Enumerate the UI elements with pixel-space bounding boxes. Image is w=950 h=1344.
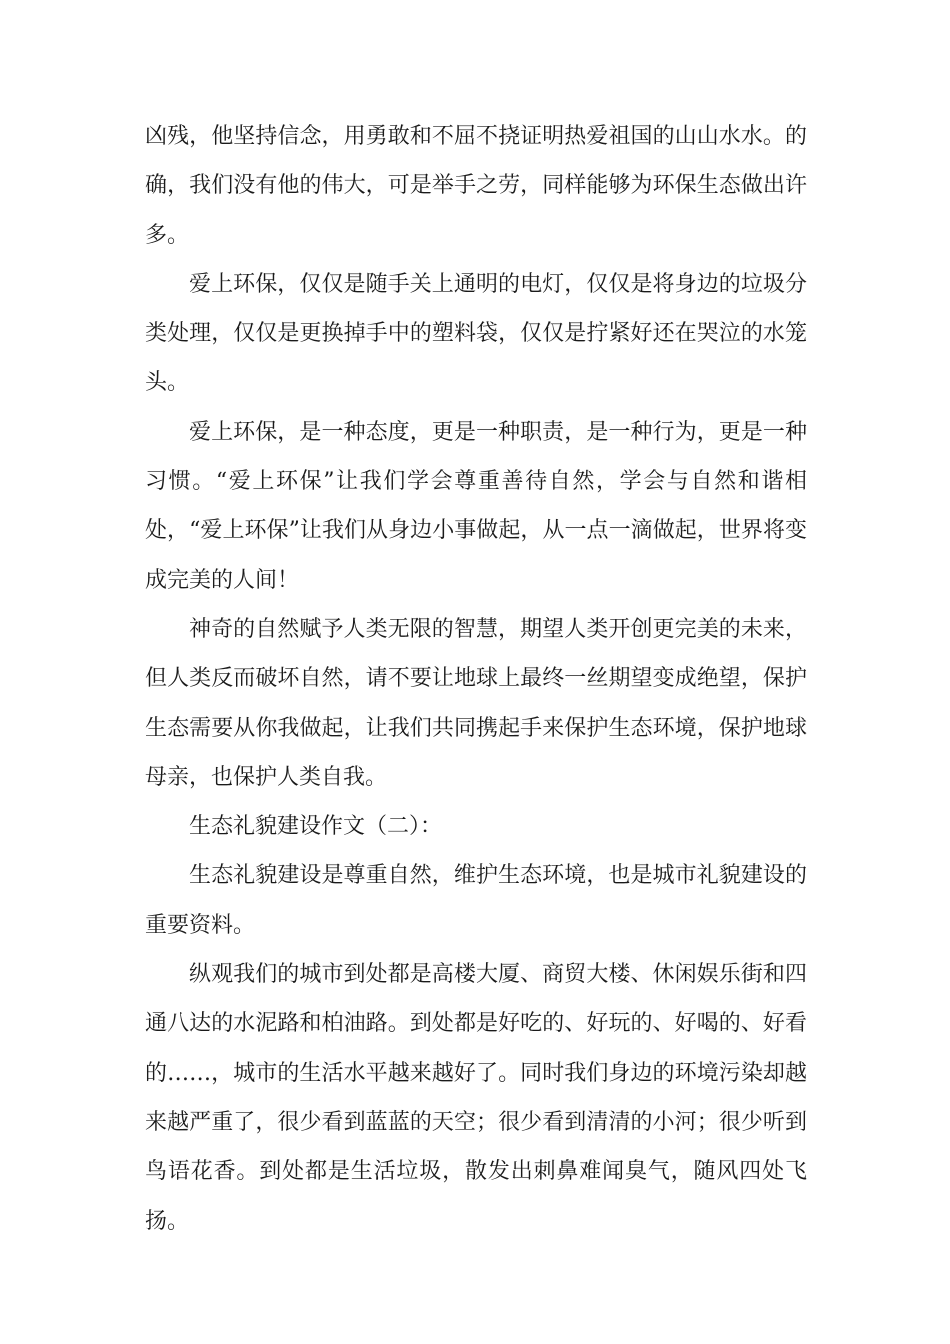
paragraph-2: 爱上环保，仅仅是随手关上通明的电灯，仅仅是将身边的垃圾分类处理，仅仅是更换掉手中的塑料袋，仅仅是拧紧好还在哭泣的水笼头。 <box>145 271 807 396</box>
document-page <box>145 112 807 1246</box>
paragraph-1: 凶残，他坚持信念，用勇敢和不屈不挠证明热爱祖国的山山水水。的确，我们没有他的伟大，可是举手之劳，同样能够为环保生态做出许多。 <box>145 124 807 248</box>
paragraph-6: 纵观我们的城市到处都是高楼大厦、商贸大楼、休闲娱乐街和四通八达的水泥路和柏油路。到处都是好吃的、好玩的、好喝的、好看的……，城市的生活水平越来越好了。同时我们身边的环境污染却越来越严重了，很少看到蓝蓝的天空；很少看到清清的小河；很少听到鸟语花香。到处都是生活垃圾，散发出刺鼻难闻臭气，随风四处飞扬。 <box>145 962 807 1234</box>
paragraph-5: 生态礼貌建设是尊重自然，维护生态环境，也是城市礼貌建设的重要资料。 <box>145 863 807 938</box>
section-heading: 生态礼貌建设作文（二）： <box>189 814 443 840</box>
paragraph-3: 爱上环保，是一种态度，更是一种职责，是一种行为，更是一种习惯。“爱上环保”让我们学会尊重善待自然，学会与自然和谐相处，“爱上环保”让我们从身边小事做起，从一点一滴做起，世界将变成完美的人间！ <box>145 419 807 593</box>
paragraph-4: 神奇的自然赋予人类无限的智慧，期望人类开创更完美的未来，但人类反而破坏自然，请不要让地球上最终一丝期望变成绝望，保护生态需要从你我做起，让我们共同携起手来保护生态环境，保护地球母亲，也保护人类自我。 <box>145 616 807 790</box>
